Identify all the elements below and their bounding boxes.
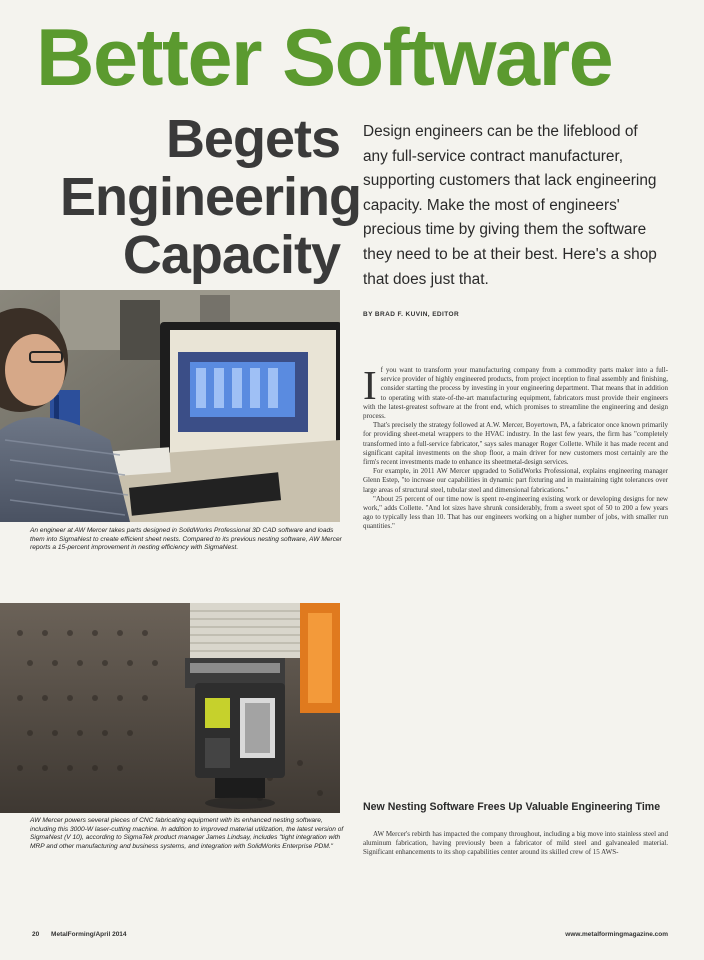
article-paragraph-4: "About 25 percent of our time now is spent re-engineering existing work or developing designs for new work," adds Collette. "And lot sizes have shrunk considerably, from a sweet spot of 50 to 200 a few years ago to typically less than 10. That has our engineers working on a higher number of jobs, with smaller run quantities." <box>363 494 668 531</box>
drop-cap: I <box>363 362 377 408</box>
headline-sub-line-3: Capacity <box>122 225 340 285</box>
photo2-caption: AW Mercer powers several pieces of CNC fabricating equipment with its enhanced nesting software, including this 3000-W laser-cutting machine. In addition to improved material utilization, the latest version of SigmaNest (V 10), according to SigmaTek product manager James Lindsay, includes "tight integration with MRP and other manufacturing and business systems, and integration with SolidWorks Enterprise PDM." <box>30 817 344 850</box>
article-paragraph-1 <box>363 362 668 421</box>
engineer-photo <box>0 290 340 522</box>
laser-cutter-illustration <box>0 603 340 813</box>
article-paragraph-1-text: f you want to transform your manufacturing company from a commodity parts maker into a full-service provider of highly engineered products, from project inception to final assembly and finishing, consider starting the process by investing in your engineering department. That means that in addition to operating with state-of-the-art manufacturing equipment, fabricators must provide their engineers with the latest-greatest software at the front end, which promises to streamline the engineering and design process. <box>363 366 668 421</box>
article-paragraph-2: That's precisely the strategy followed at A.W. Mercer, Boyertown, PA, a fabricator once known primarily for providing sheet-metal wrappers to the HVAC industry. In the last few years, the firm has "completely transformed into a full-service fabricator," says sales manager Roger Collette. While it has made recent and significant capital investments on the shop floor, a main driver for new customers most certainly are the firm's recent investments made to enhance its sheetmetal-design services. <box>363 421 668 467</box>
footer-website: www.metalformingmagazine.com <box>565 931 668 938</box>
headline-sub <box>60 109 362 285</box>
article-paragraph-5: AW Mercer's rebirth has impacted the company throughout, including a big move into stainless steel and aluminum fabrication, having previously been a fabricator of mild steel and galvanealed material. Significant enhancements to its shop capabilities center around its skilled crew of 15 AWS- <box>363 830 668 857</box>
engineer-photo-illustration <box>0 290 340 522</box>
headline-sub-line-2: Engineering <box>60 167 362 227</box>
footer-left <box>32 931 137 938</box>
headline-sub-line-1: Begets <box>165 109 340 169</box>
page-number: 20 <box>32 931 40 938</box>
photo1-caption: An engineer at AW Mercer takes parts designed in SolidWorks Professional 3D CAD software and loads them into SigmaNest to create efficient sheet nests. Compared to its previous nesting software, AW Mercer reports a 15-percent improvement in nesting efficiency with SigmaNest. <box>30 527 342 552</box>
byline: BY BRAD F. KUVIN, EDITOR <box>363 311 460 318</box>
publication-name: MetalForming/April 2014 <box>51 931 127 938</box>
headline-main: Better Software <box>36 13 613 103</box>
article-paragraph-3: For example, in 2011 AW Mercer upgraded to SolidWorks Professional, explains engineering manager Glenn Estep, "to increase our capabilities in dynamic part fixturing and in maintaining tight tolerances over large areas of structural steel, tubular steel and dimensional fabrications." <box>363 467 668 494</box>
deck-text: Design engineers can be the lifeblood of any full-service contract manufacturer, supporting customers that lack engineering capacity. Make the most of engineers' precious time by giving them the software they need to be at their best. Here's a shop that does just that. <box>363 123 657 288</box>
article-body-continued <box>363 830 668 858</box>
article-subhead: New Nesting Software Frees Up Valuable Engineering Time <box>363 801 661 813</box>
laser-cutter-photo <box>0 603 340 813</box>
article-body <box>363 362 668 532</box>
